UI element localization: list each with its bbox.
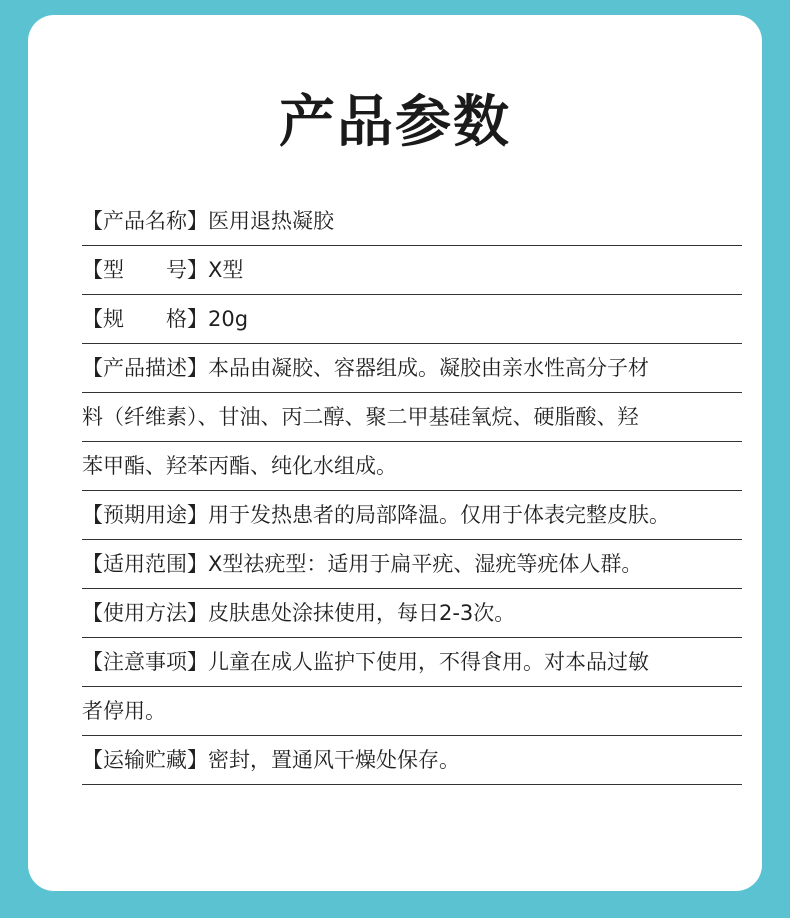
param-row [82,638,742,736]
param-line [82,246,742,295]
parameter-list [82,197,742,785]
param-value: 用于发热患者的局部降温。仅用于体表完整皮肤。 [208,503,670,527]
param-row [82,246,742,295]
param-value: 20g [208,307,249,331]
param-line [82,540,742,589]
param-line [82,344,742,393]
param-line [82,295,742,344]
parameter-card [28,15,762,891]
param-line [82,442,742,491]
param-value: 苯甲酯、羟苯丙酯、纯化水组成。 [82,454,397,478]
param-value: 者停用。 [82,699,166,723]
param-row [82,344,742,491]
param-value: 医用退热凝胶 [208,209,334,233]
param-row [82,540,742,589]
param-label: 【适用范围】 [82,552,208,576]
param-value: 皮肤患处涂抹使用，每日2-3次。 [208,601,516,625]
param-label: 【使用方法】 [82,601,208,625]
param-value: 本品由凝胶、容器组成。凝胶由亲水性高分子材 [208,356,649,380]
param-value: 密封，置通风干燥处保存。 [208,748,460,772]
param-row [82,491,742,540]
param-value: 儿童在成人监护下使用，不得食用。对本品过敏 [208,650,649,674]
param-line [82,687,742,736]
param-line [82,589,742,638]
param-line [82,197,742,246]
param-value: X型 [208,258,244,282]
param-line [82,638,742,687]
param-label: 【型 号】 [82,258,208,282]
param-row [82,295,742,344]
param-label: 【预期用途】 [82,503,208,527]
param-label: 【产品描述】 [82,356,208,380]
param-value: 料（纤维素）、甘油、丙二醇、聚二甲基硅氧烷、硬脂酸、羟 [82,405,639,429]
param-line [82,393,742,442]
param-label: 【运输贮藏】 [82,748,208,772]
param-label: 【产品名称】 [82,209,208,233]
param-line [82,736,742,785]
param-label: 【规 格】 [82,307,208,331]
param-row [82,736,742,785]
param-row [82,197,742,246]
param-value: X型祛疣型：适用于扁平疣、湿疣等疣体人群。 [208,552,643,576]
page-title: 产品参数 [279,90,511,155]
param-row [82,589,742,638]
param-label: 【注意事项】 [82,650,208,674]
param-line [82,491,742,540]
